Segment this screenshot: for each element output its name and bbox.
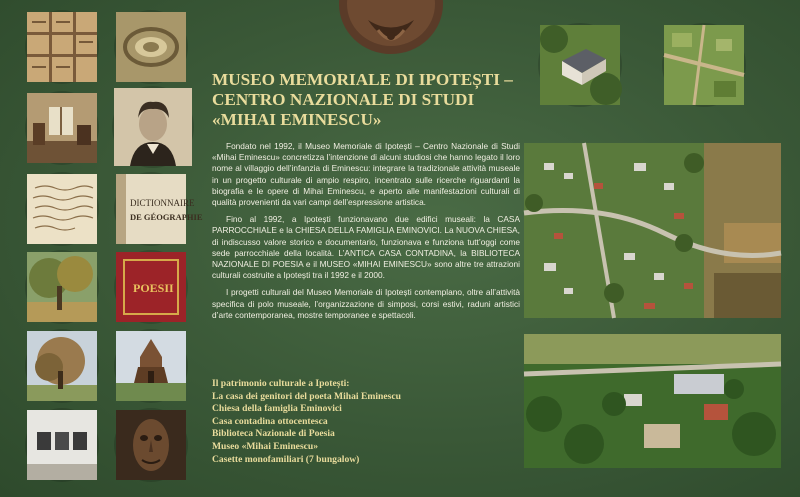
- paragraph-1: Fondato nel 1992, il Museo Memoriale di Ipotești – Centro Nazionale di Studi «Mihai Eminescu» concretizza l’intenzione di alcuni studiosi che hanno legato il loro nome al villaggio dell’infanzia di Eminescu: integrare la tradizionale attività museale in un progetto culturale di ampio respiro, incentrato sulle ricerche riguardanti la biografia e le opere di Mihai Eminescu, e aperto alle manifestazioni culturali di qualità provenienti da vari campi dell’espressione artistica.: [212, 141, 520, 208]
- page-title: [212, 70, 532, 130]
- heritage-item: Biblioteca Nazionale di Poesia: [212, 428, 335, 440]
- book-title-line1: DICTIONNAIRE: [130, 198, 195, 208]
- wooden-church-photo: [116, 331, 186, 401]
- title-line-3: «MIHAI EMINESCU»: [212, 110, 382, 129]
- eminescu-portrait: [114, 88, 192, 166]
- embroidered-textile-photo: [116, 12, 186, 82]
- manuscript-photo: [27, 12, 97, 82]
- paragraph-2: Fino al 1992, a Ipotești funzionavano due edifici museali: la CASA PARROCCHIALE e la CHIESA DELLA FAMIGLIA EMINOVICI. La NUOVA CHIESA, di indiscusso valore storico e documentario, funzionava e funziona tutt’oggi come sede parrocchiale della località. L’ANTICA CASA CONTADINA, la BIBLIOTECA NAZIONALE DI POESIA e il MUSEO «MIHAI EMINESCU» sono altre tre attrazioni culturali costruite a Ipotești tra il 1992 e il 2000.: [212, 214, 520, 281]
- handwritten-letter-photo: [27, 174, 97, 244]
- heritage-item: La casa dei genitori del poeta Mihai Eminescu: [212, 390, 401, 402]
- autumn-tree-photo: [27, 252, 97, 322]
- old-book-photo: [116, 174, 203, 244]
- heritage-item: Casa contadina ottocentesca: [212, 415, 328, 427]
- title-line-2: CENTRO NAZIONALE DI STUDI: [212, 90, 475, 109]
- interior-room-photo: [27, 93, 97, 163]
- book-title-line2: DE GÉOGRAPHIE: [130, 212, 203, 222]
- title-line-1: MUSEO MEMORIALE DI IPOTEȘTI –: [212, 70, 513, 89]
- house-aerial-circle-photo: [540, 25, 620, 105]
- description-text: [212, 141, 520, 327]
- large-tree-photo: [27, 331, 97, 401]
- paragraph-3: I progetti culturali del Museo Memoriale di Ipotești contemplano, oltre all’attività specifica di polo museale, l’organizzazione di simposi, corsi estivi, raduni artistici d’arte contemporanea, mostre temporanee e spettacoli.: [212, 287, 520, 320]
- book-cover-title: POESII: [133, 281, 174, 295]
- museum-grounds-aerial-photo: [524, 334, 781, 468]
- poetry-book-cover-photo: [116, 252, 186, 322]
- heritage-item: Museo «Mihai Eminescu»: [212, 440, 319, 452]
- exhibition-room-photo: [27, 410, 97, 480]
- carved-ornament: [338, 0, 444, 54]
- heritage-heading: Il patrimonio culturale a Ipotești:: [212, 378, 350, 389]
- carved-wood-face-photo: [116, 410, 186, 480]
- village-aerial-photo: [524, 143, 781, 318]
- heritage-item: Chiesa della famiglia Eminovici: [212, 403, 342, 415]
- village-aerial-circle-photo: [664, 25, 744, 105]
- heritage-list: [212, 378, 520, 466]
- heritage-item: Casette monofamiliari (7 bungalow): [212, 453, 360, 465]
